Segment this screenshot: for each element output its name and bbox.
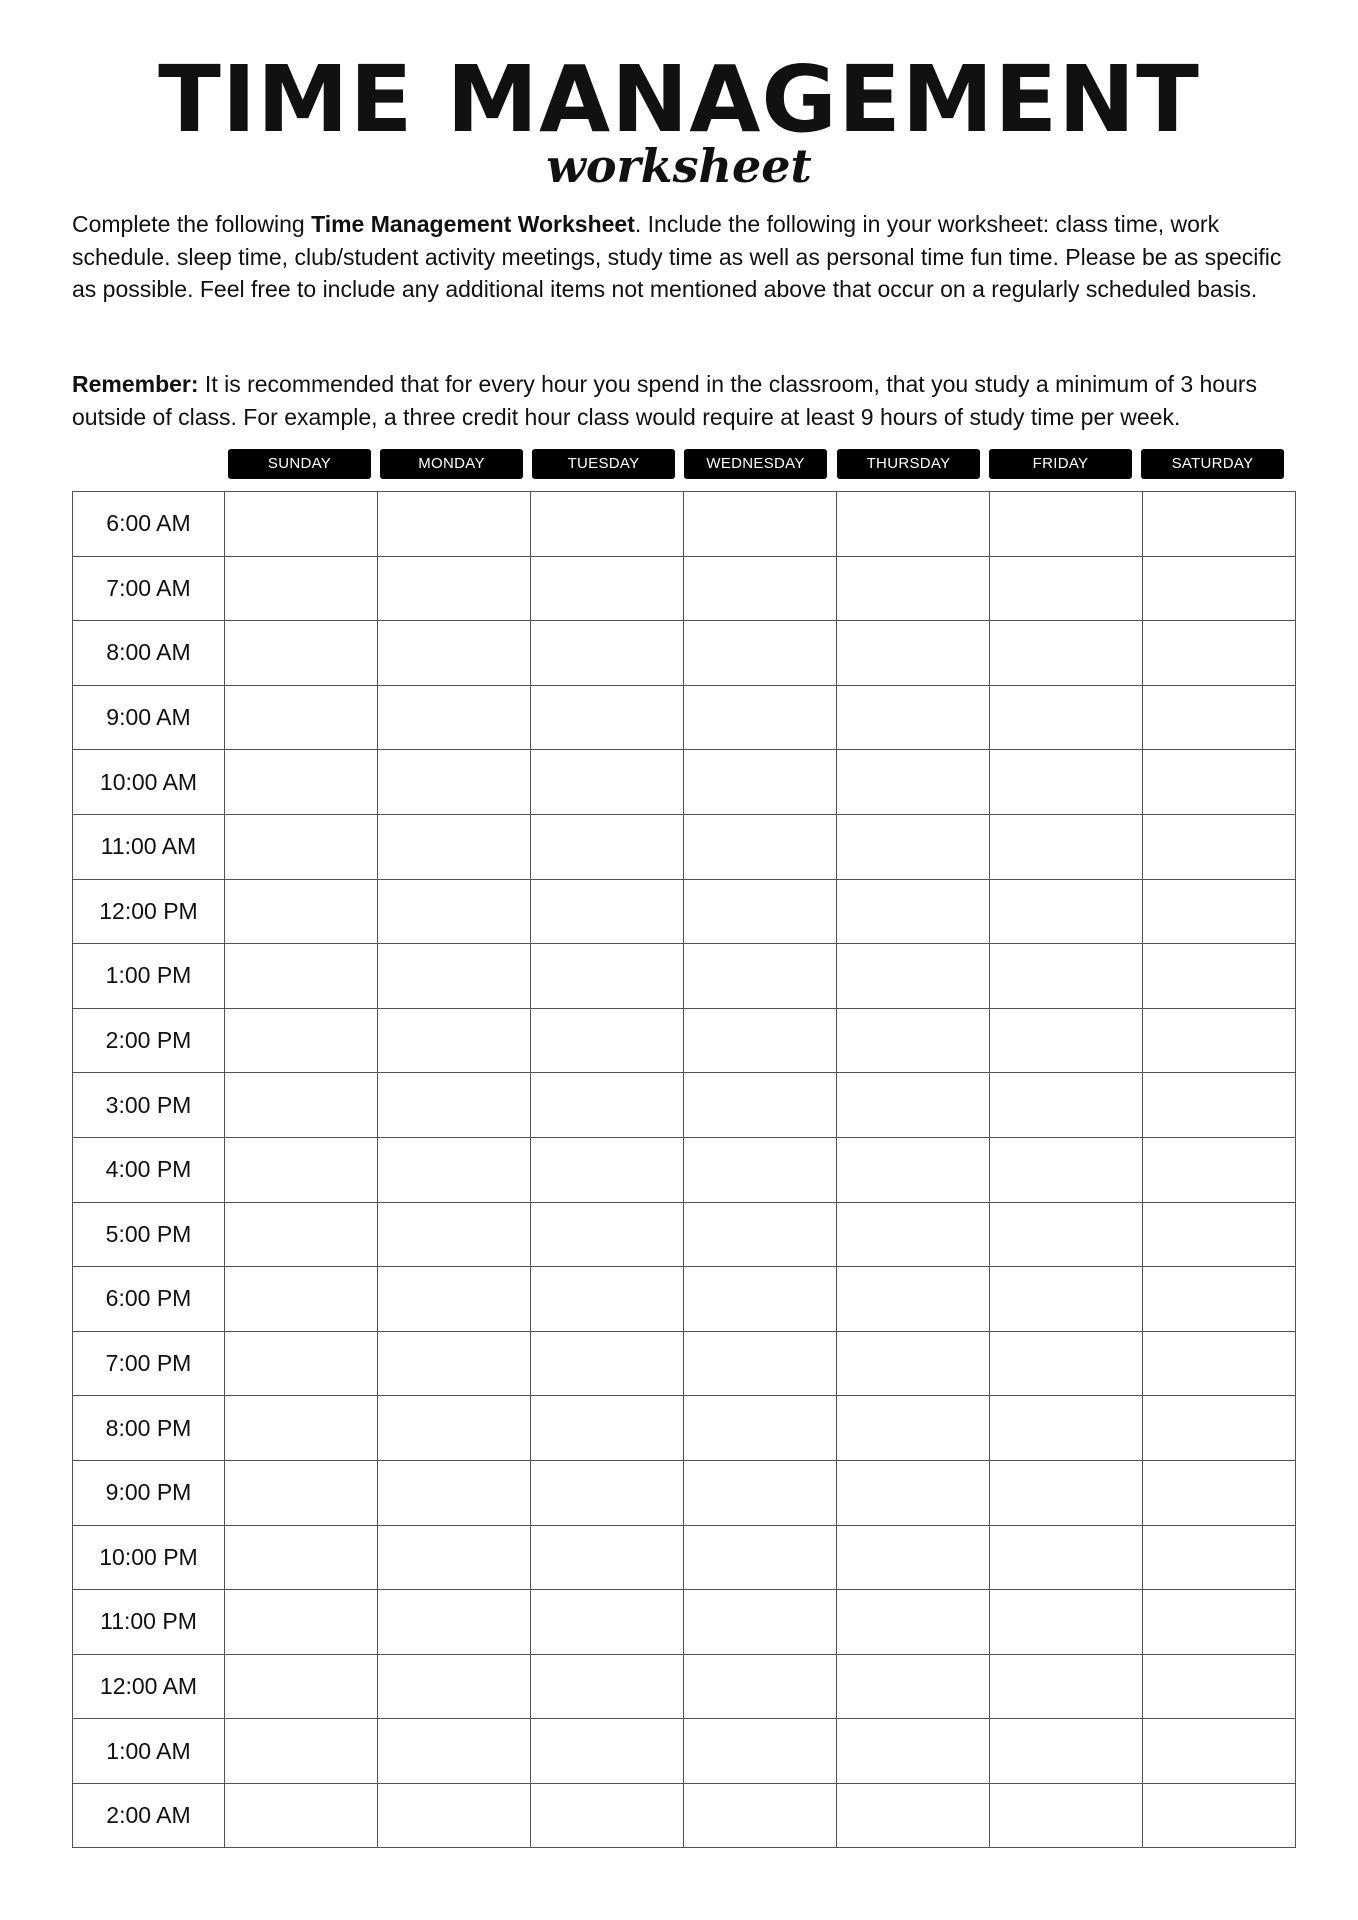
schedule-cell-thursday[interactable] — [837, 1396, 990, 1461]
schedule-cell-thursday[interactable] — [837, 1008, 990, 1073]
schedule-cell-wednesday[interactable] — [684, 1331, 837, 1396]
schedule-cell-thursday[interactable] — [837, 1073, 990, 1138]
schedule-cell-saturday[interactable] — [1143, 814, 1296, 879]
schedule-cell-monday[interactable] — [378, 492, 531, 557]
schedule-cell-wednesday[interactable] — [684, 1008, 837, 1073]
schedule-cell-tuesday[interactable] — [531, 1008, 684, 1073]
time-label: 7:00 PM — [73, 1331, 225, 1396]
time-label: 9:00 AM — [73, 685, 225, 750]
schedule-cell-sunday[interactable] — [225, 1137, 378, 1202]
schedule-cell-thursday[interactable] — [837, 1267, 990, 1332]
schedule-cell-thursday[interactable] — [837, 556, 990, 621]
time-label: 12:00 AM — [73, 1654, 225, 1719]
table-row — [73, 1331, 1296, 1396]
schedule-grid — [72, 491, 1296, 1848]
intro-bold-term: Time Management Worksheet — [311, 211, 635, 237]
schedule-cell-friday[interactable] — [990, 1654, 1143, 1719]
schedule-cell-monday[interactable] — [378, 1202, 531, 1267]
schedule-cell-tuesday[interactable] — [531, 1525, 684, 1590]
schedule-cell-wednesday[interactable] — [684, 1073, 837, 1138]
page-subtitle: worksheet — [546, 139, 812, 193]
time-label: 1:00 AM — [73, 1719, 225, 1784]
schedule-cell-sunday[interactable] — [225, 814, 378, 879]
schedule-cell-friday[interactable] — [990, 814, 1143, 879]
table-row — [73, 750, 1296, 815]
schedule-cell-friday[interactable] — [990, 1590, 1143, 1655]
schedule-cell-monday[interactable] — [378, 1331, 531, 1396]
schedule-cell-sunday[interactable] — [225, 750, 378, 815]
day-header-friday: FRIDAY — [989, 449, 1132, 479]
time-label: 11:00 AM — [73, 814, 225, 879]
table-row — [73, 879, 1296, 944]
table-row — [73, 1073, 1296, 1138]
schedule-cell-friday[interactable] — [990, 492, 1143, 557]
schedule-cell-tuesday[interactable] — [531, 685, 684, 750]
table-row — [73, 621, 1296, 686]
time-label: 10:00 PM — [73, 1525, 225, 1590]
remember-label: Remember: — [72, 371, 199, 397]
schedule-cell-monday[interactable] — [378, 750, 531, 815]
schedule-cell-sunday[interactable] — [225, 1783, 378, 1848]
schedule-cell-saturday[interactable] — [1143, 556, 1296, 621]
schedule-cell-thursday[interactable] — [837, 492, 990, 557]
schedule-cell-saturday[interactable] — [1143, 1525, 1296, 1590]
schedule-cell-sunday[interactable] — [225, 1460, 378, 1525]
time-label: 12:00 PM — [73, 879, 225, 944]
schedule-cell-wednesday[interactable] — [684, 879, 837, 944]
schedule-cell-wednesday[interactable] — [684, 1267, 837, 1332]
table-row — [73, 492, 1296, 557]
schedule-cell-tuesday[interactable] — [531, 621, 684, 686]
page-title: TIME MANAGEMENT — [158, 46, 1200, 153]
schedule-cell-wednesday[interactable] — [684, 1202, 837, 1267]
table-row — [73, 1783, 1296, 1848]
day-header-tuesday: TUESDAY — [532, 449, 675, 479]
schedule-cell-wednesday[interactable] — [684, 944, 837, 1009]
schedule-cell-monday[interactable] — [378, 1267, 531, 1332]
schedule-cell-wednesday[interactable] — [684, 1460, 837, 1525]
schedule-cell-friday[interactable] — [990, 944, 1143, 1009]
schedule-cell-friday[interactable] — [990, 1137, 1143, 1202]
intro-prefix: Complete the following — [72, 211, 312, 237]
schedule-cell-thursday[interactable] — [837, 1719, 990, 1784]
schedule-cell-monday[interactable] — [378, 621, 531, 686]
schedule-cell-sunday[interactable] — [225, 1719, 378, 1784]
table-row — [73, 1202, 1296, 1267]
schedule-cell-friday[interactable] — [990, 685, 1143, 750]
schedule-cell-thursday[interactable] — [837, 814, 990, 879]
schedule-cell-friday[interactable] — [990, 750, 1143, 815]
schedule-cell-monday[interactable] — [378, 556, 531, 621]
day-header-thursday: THURSDAY — [837, 449, 980, 479]
schedule-cell-friday[interactable] — [990, 1719, 1143, 1784]
schedule-cell-sunday[interactable] — [225, 879, 378, 944]
schedule-cell-monday[interactable] — [378, 879, 531, 944]
schedule-cell-thursday[interactable] — [837, 879, 990, 944]
schedule-cell-tuesday[interactable] — [531, 879, 684, 944]
schedule-cell-sunday[interactable] — [225, 492, 378, 557]
schedule-cell-friday[interactable] — [990, 879, 1143, 944]
schedule-cell-monday[interactable] — [378, 1137, 531, 1202]
table-row — [73, 685, 1296, 750]
schedule-cell-monday[interactable] — [378, 1783, 531, 1848]
schedule-cell-monday[interactable] — [378, 1073, 531, 1138]
time-label: 2:00 PM — [73, 1008, 225, 1073]
schedule-cell-friday[interactable] — [990, 1267, 1143, 1332]
table-row — [73, 1460, 1296, 1525]
schedule-cell-friday[interactable] — [990, 1460, 1143, 1525]
time-label: 10:00 AM — [73, 750, 225, 815]
schedule-cell-wednesday[interactable] — [684, 1396, 837, 1461]
schedule-cell-saturday[interactable] — [1143, 879, 1296, 944]
schedule-cell-saturday[interactable] — [1143, 1331, 1296, 1396]
schedule-cell-saturday[interactable] — [1143, 750, 1296, 815]
schedule-cell-wednesday[interactable] — [684, 492, 837, 557]
day-header-monday: MONDAY — [380, 449, 523, 479]
time-label: 5:00 PM — [73, 1202, 225, 1267]
schedule-cell-sunday[interactable] — [225, 1267, 378, 1332]
schedule-cell-friday[interactable] — [990, 1525, 1143, 1590]
schedule-cell-monday[interactable] — [378, 1590, 531, 1655]
schedule-cell-thursday[interactable] — [837, 1460, 990, 1525]
schedule-cell-monday[interactable] — [378, 1008, 531, 1073]
schedule-cell-wednesday[interactable] — [684, 621, 837, 686]
schedule-cell-sunday[interactable] — [225, 1654, 378, 1719]
schedule-cell-thursday[interactable] — [837, 750, 990, 815]
schedule-cell-saturday[interactable] — [1143, 1654, 1296, 1719]
schedule-cell-tuesday[interactable] — [531, 1267, 684, 1332]
schedule-cell-sunday[interactable] — [225, 556, 378, 621]
schedule-cell-thursday[interactable] — [837, 685, 990, 750]
schedule-cell-saturday[interactable] — [1143, 1590, 1296, 1655]
schedule-cell-saturday[interactable] — [1143, 1396, 1296, 1461]
schedule-cell-tuesday[interactable] — [531, 1396, 684, 1461]
table-row — [73, 1008, 1296, 1073]
schedule-cell-friday[interactable] — [990, 1202, 1143, 1267]
schedule-cell-saturday[interactable] — [1143, 1202, 1296, 1267]
schedule-cell-tuesday[interactable] — [531, 1590, 684, 1655]
schedule-cell-monday[interactable] — [378, 814, 531, 879]
schedule-cell-wednesday[interactable] — [684, 1783, 837, 1848]
schedule-cell-saturday[interactable] — [1143, 1783, 1296, 1848]
time-label: 4:00 PM — [73, 1137, 225, 1202]
schedule-cell-monday[interactable] — [378, 944, 531, 1009]
remember-paragraph — [72, 368, 1292, 433]
schedule-cell-sunday[interactable] — [225, 944, 378, 1009]
schedule-cell-saturday[interactable] — [1143, 1073, 1296, 1138]
table-row — [73, 944, 1296, 1009]
schedule-cell-thursday[interactable] — [837, 1525, 990, 1590]
schedule-cell-friday[interactable] — [990, 1073, 1143, 1138]
schedule-cell-friday[interactable] — [990, 1396, 1143, 1461]
schedule-cell-friday[interactable] — [990, 621, 1143, 686]
schedule-cell-wednesday[interactable] — [684, 1654, 837, 1719]
schedule-cell-saturday[interactable] — [1143, 944, 1296, 1009]
intro-paragraph — [72, 208, 1292, 306]
schedule-cell-saturday[interactable] — [1143, 1719, 1296, 1784]
time-label: 7:00 AM — [73, 556, 225, 621]
schedule-cell-tuesday[interactable] — [531, 1073, 684, 1138]
table-row — [73, 1590, 1296, 1655]
schedule-cell-thursday[interactable] — [837, 1202, 990, 1267]
schedule-cell-sunday[interactable] — [225, 621, 378, 686]
schedule-cell-wednesday[interactable] — [684, 814, 837, 879]
schedule-cell-friday[interactable] — [990, 1008, 1143, 1073]
schedule-cell-tuesday[interactable] — [531, 1202, 684, 1267]
time-label: 1:00 PM — [73, 944, 225, 1009]
schedule-cell-sunday[interactable] — [225, 1331, 378, 1396]
table-row — [73, 1525, 1296, 1590]
schedule-cell-thursday[interactable] — [837, 1783, 990, 1848]
schedule-cell-wednesday[interactable] — [684, 1590, 837, 1655]
schedule-cell-thursday[interactable] — [837, 944, 990, 1009]
schedule-cell-saturday[interactable] — [1143, 1008, 1296, 1073]
schedule-cell-sunday[interactable] — [225, 1590, 378, 1655]
schedule-cell-sunday[interactable] — [225, 685, 378, 750]
schedule-cell-sunday[interactable] — [225, 1202, 378, 1267]
table-row — [73, 1654, 1296, 1719]
schedule-cell-tuesday[interactable] — [531, 1331, 684, 1396]
schedule-cell-sunday[interactable] — [225, 1073, 378, 1138]
schedule-cell-thursday[interactable] — [837, 1137, 990, 1202]
time-label: 11:00 PM — [73, 1590, 225, 1655]
time-label: 3:00 PM — [73, 1073, 225, 1138]
table-row — [73, 814, 1296, 879]
schedule-cell-saturday[interactable] — [1143, 492, 1296, 557]
schedule-cell-tuesday[interactable] — [531, 492, 684, 557]
schedule-cell-tuesday[interactable] — [531, 1460, 684, 1525]
schedule-cell-saturday[interactable] — [1143, 1267, 1296, 1332]
schedule-cell-tuesday[interactable] — [531, 814, 684, 879]
schedule-cell-saturday[interactable] — [1143, 1137, 1296, 1202]
day-header-sunday: SUNDAY — [228, 449, 371, 479]
schedule-cell-monday[interactable] — [378, 1396, 531, 1461]
schedule-cell-monday[interactable] — [378, 685, 531, 750]
schedule-cell-sunday[interactable] — [225, 1396, 378, 1461]
schedule-cell-wednesday[interactable] — [684, 1137, 837, 1202]
table-row — [73, 556, 1296, 621]
schedule-cell-wednesday[interactable] — [684, 750, 837, 815]
day-header-row — [0, 449, 1358, 479]
time-label: 6:00 PM — [73, 1267, 225, 1332]
table-row — [73, 1719, 1296, 1784]
intro-suffix: . Include the following in your worksheet: class time, work schedule. sleep time, club/student activity meetings, study time as well as personal time fun time. Please be as specific as possible. Feel free to include any additional items not mentioned above that occur on a regularly scheduled basis. — [72, 211, 1282, 302]
schedule-cell-tuesday[interactable] — [531, 1783, 684, 1848]
table-row — [73, 1396, 1296, 1461]
schedule-cell-tuesday[interactable] — [531, 1137, 684, 1202]
schedule-cell-sunday[interactable] — [225, 1525, 378, 1590]
day-header-saturday: SATURDAY — [1141, 449, 1284, 479]
schedule-cell-tuesday[interactable] — [531, 1654, 684, 1719]
schedule-cell-monday[interactable] — [378, 1525, 531, 1590]
time-label: 6:00 AM — [73, 492, 225, 557]
schedule-cell-saturday[interactable] — [1143, 621, 1296, 686]
schedule-cell-monday[interactable] — [378, 1654, 531, 1719]
time-label: 8:00 PM — [73, 1396, 225, 1461]
table-row — [73, 1267, 1296, 1332]
schedule-cell-thursday[interactable] — [837, 1654, 990, 1719]
remember-text: It is recommended that for every hour you spend in the classroom, that you study a minimum of 3 hours outside of class. For example, a three credit hour class would require at least 9 hours of study time per week. — [72, 371, 1258, 430]
schedule-cell-wednesday[interactable] — [684, 685, 837, 750]
schedule-cell-wednesday[interactable] — [684, 1525, 837, 1590]
schedule-cell-tuesday[interactable] — [531, 556, 684, 621]
time-label: 2:00 AM — [73, 1783, 225, 1848]
schedule-cell-tuesday[interactable] — [531, 944, 684, 1009]
schedule-cell-tuesday[interactable] — [531, 750, 684, 815]
schedule-cell-saturday[interactable] — [1143, 685, 1296, 750]
schedule-cell-friday[interactable] — [990, 556, 1143, 621]
schedule-cell-sunday[interactable] — [225, 1008, 378, 1073]
schedule-cell-thursday[interactable] — [837, 621, 990, 686]
schedule-cell-tuesday[interactable] — [531, 1719, 684, 1784]
day-header-wednesday: WEDNESDAY — [684, 449, 827, 479]
time-label: 8:00 AM — [73, 621, 225, 686]
time-label: 9:00 PM — [73, 1460, 225, 1525]
schedule-cell-friday[interactable] — [990, 1331, 1143, 1396]
schedule-cell-wednesday[interactable] — [684, 1719, 837, 1784]
schedule-cell-monday[interactable] — [378, 1719, 531, 1784]
schedule-cell-thursday[interactable] — [837, 1590, 990, 1655]
schedule-cell-saturday[interactable] — [1143, 1460, 1296, 1525]
schedule-cell-thursday[interactable] — [837, 1331, 990, 1396]
schedule-cell-monday[interactable] — [378, 1460, 531, 1525]
schedule-cell-friday[interactable] — [990, 1783, 1143, 1848]
schedule-cell-wednesday[interactable] — [684, 556, 837, 621]
table-row — [73, 1137, 1296, 1202]
